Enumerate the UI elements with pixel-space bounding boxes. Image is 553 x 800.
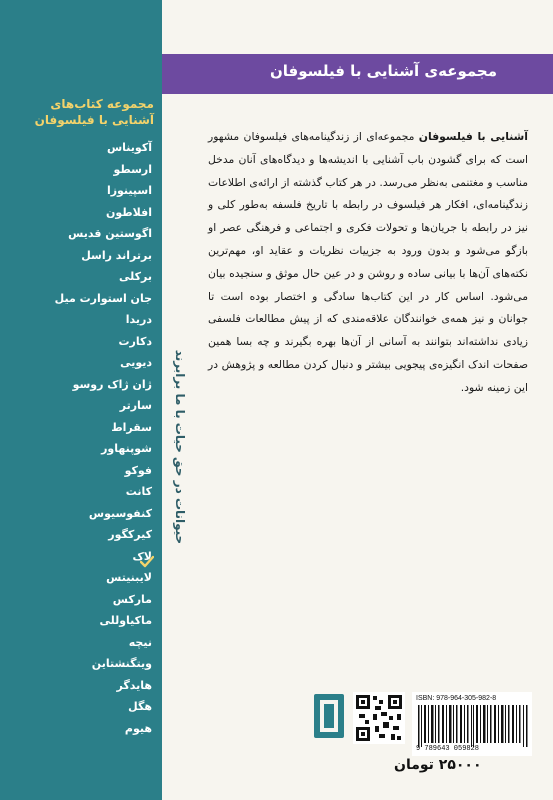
list-item: ژان ژاک روسو [72,377,152,391]
barcode-icon [416,705,532,747]
qr-code-icon [353,692,405,744]
list-item: کانت [125,485,152,498]
philosopher-list [12,137,152,739]
series-title [14,96,154,128]
quote-text: حیوانات در حق حیات با ما برابرند [173,349,187,545]
list-item: اسپینوزا [106,184,152,197]
list-item: ماکیاوللی [99,614,152,627]
list-item: برتراند راسل [81,248,152,262]
list-item: شوپنهاور [101,442,152,455]
list-item: برکلی [119,270,152,283]
list-item: جان استوارت میل [54,291,152,305]
isbn-text: ISBN: 978-964-305-982-8 [416,695,497,702]
list-item: هایدگر [116,678,152,692]
list-item: سارتر [119,399,152,412]
description-paragraph [208,126,528,400]
list-item: هگل [128,700,152,713]
teal-spine [0,0,162,800]
list-item: ارسطو [113,162,152,176]
list-item: آکویناس [107,141,152,154]
vertical-quote [170,300,190,600]
list-item: کیرکگور [108,528,152,541]
list-item: لایبنیتس [106,571,152,584]
series-title-line2: آشنایی با فیلسوفان [34,113,154,127]
list-item: دکارت [118,334,152,348]
list-item: سقراط [111,420,152,434]
list-item: دریدا [125,313,152,326]
list-item: افلاطون [106,205,152,219]
description-lead: آشنایی با فیلسوفان [418,130,528,143]
list-item: دیویی [120,356,152,369]
publisher-logo-icon [310,690,348,742]
price-label: ۲۵۰۰۰ تومان [394,757,482,773]
barcode-number: 9 789643 059828 [416,745,480,753]
list-item: هیوم [124,721,152,735]
header-band [162,54,553,94]
list-item: نیچه [128,635,152,649]
list-item: فوکو [124,463,152,477]
description-text: مجموعه‌ای از زندگینامه‌های فیلسوفان مشهور است که برای گشودن باب آشنایی با اندیشه‌ها و دیدگاه‌های آنان مدخل مناسب و مغتنمی به‌نظر می‌رسد. در هر کتاب گذشته از ارائه‌ی اطلاعات زندگینامه‌ای، افکار هر فیلسوف در رابطه با تاریخ فلسفه به‌طور کلی و نیز در رابطه با جریان‌ها و تحولات فکری و اجتماعی و فرهنگی عصر او بازگو می‌شود و بدون ورود به جزییات نظریات و عقاید او، مهم‌ترین نکته‌های آن‌ها با بیانی ساده و روشن و در عین حال موثق و سنجیده بیان می‌شود. اساس کار در این کتاب‌ها سادگی و اختصار بوده است تا جوانان و نیز همه‌ی خوانندگان علاقه‌مندی که از پیش مطالعات فلسفی زیادی نداشته‌اند بتوانند به آسانی از آن‌ها بهره بگیرند و چه بسا همین صفحات اندک انگیزه‌ی پیجویی بیشتر و دنبال کردن مطالعه و پژوهش در این زمینه شود. [208,130,528,394]
list-item: اگوستین قدیس [68,227,152,240]
list-item: کنفوسیوس [88,506,152,520]
series-title-line1: مجموعه کتاب‌های [50,97,154,111]
checkmark-icon [140,555,154,569]
header-title: مجموعه‌ی آشنایی با فیلسوفان [269,62,497,80]
list-item-checked: لاک [132,549,152,563]
list-item: ویتگنشتاین [91,657,152,670]
list-item: مارکس [112,592,152,606]
